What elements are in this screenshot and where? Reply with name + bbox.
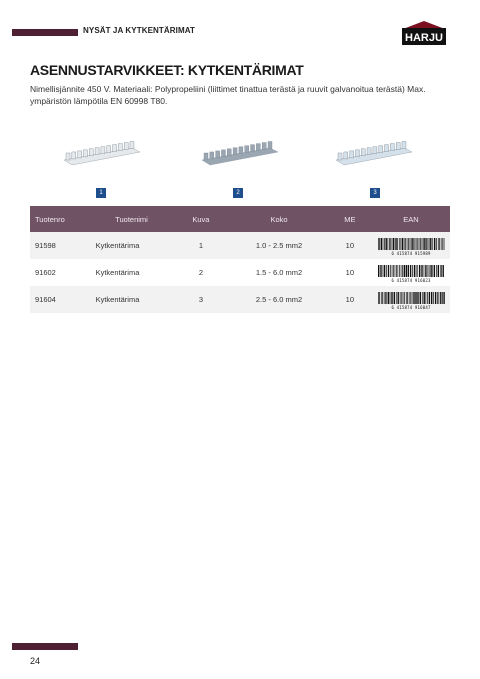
col-header-ean: EAN — [372, 206, 450, 232]
cell-tuotenro: 91604 — [30, 286, 92, 313]
cell-nimi: Kytkentärima — [92, 259, 172, 286]
table-header-row — [30, 206, 450, 232]
cell-ean — [372, 259, 450, 286]
cell-tuotenro: 91602 — [30, 259, 92, 286]
col-header-tuotenro: Tuotenro — [30, 206, 92, 232]
ean-code: 6 415874 916023 — [391, 277, 431, 283]
table-row — [30, 286, 450, 313]
product-image-3 — [334, 138, 414, 168]
section-title: NYSÄT JA KYTKENTÄRIMAT — [83, 26, 195, 35]
cell-kuva: 1 — [171, 232, 230, 259]
barcode — [376, 237, 446, 255]
barcode — [376, 264, 446, 282]
cell-koko: 2.5 - 6.0 mm2 — [230, 286, 327, 313]
cell-nimi: Kytkentärima — [92, 286, 172, 313]
product-table — [30, 206, 450, 313]
cell-koko: 1.5 - 6.0 mm2 — [230, 259, 327, 286]
cell-tuotenro: 91598 — [30, 232, 92, 259]
cell-kuva: 3 — [171, 286, 230, 313]
logo-text: HARJU — [405, 32, 443, 44]
page-number: 24 — [30, 656, 41, 666]
barcode — [376, 291, 446, 309]
header-accent-bar — [12, 29, 78, 36]
image-badge-3: 3 — [370, 188, 380, 198]
cell-me: 10 — [328, 286, 372, 313]
col-header-koko: Koko — [230, 206, 327, 232]
image-badge-1: 1 — [96, 188, 106, 198]
cell-ean — [372, 286, 450, 313]
table-row — [30, 259, 450, 286]
description: Nimellisjännite 450 V. Materiaali: Polypropeliini (liittimet tinattua terästä ja ruuvit galvanoitua terästä) Max. ympäristön lämpötila EN 60998 T80. — [30, 84, 426, 106]
col-header-tuotenimi: Tuotenimi — [92, 206, 172, 232]
cell-kuva: 2 — [171, 259, 230, 286]
col-header-kuva: Kuva — [171, 206, 230, 232]
cell-nimi: Kytkentärima — [92, 232, 172, 259]
harju-logo — [401, 20, 447, 46]
image-badge-2: 2 — [233, 188, 243, 198]
cell-me: 10 — [328, 259, 372, 286]
ean-code: 6 415874 915989 — [391, 250, 431, 256]
ean-code: 6 415874 916047 — [391, 304, 431, 310]
cell-ean — [372, 232, 450, 259]
cell-koko: 1.0 - 2.5 mm2 — [230, 232, 327, 259]
page-title: ASENNUSTARVIKKEET: KYTKENTÄRIMAT — [30, 62, 304, 78]
col-header-me: ME — [328, 206, 372, 232]
cell-me: 10 — [328, 232, 372, 259]
product-image-1 — [62, 138, 142, 168]
product-image-2 — [200, 138, 280, 168]
table-row — [30, 232, 450, 259]
footer-accent-bar — [12, 643, 78, 650]
